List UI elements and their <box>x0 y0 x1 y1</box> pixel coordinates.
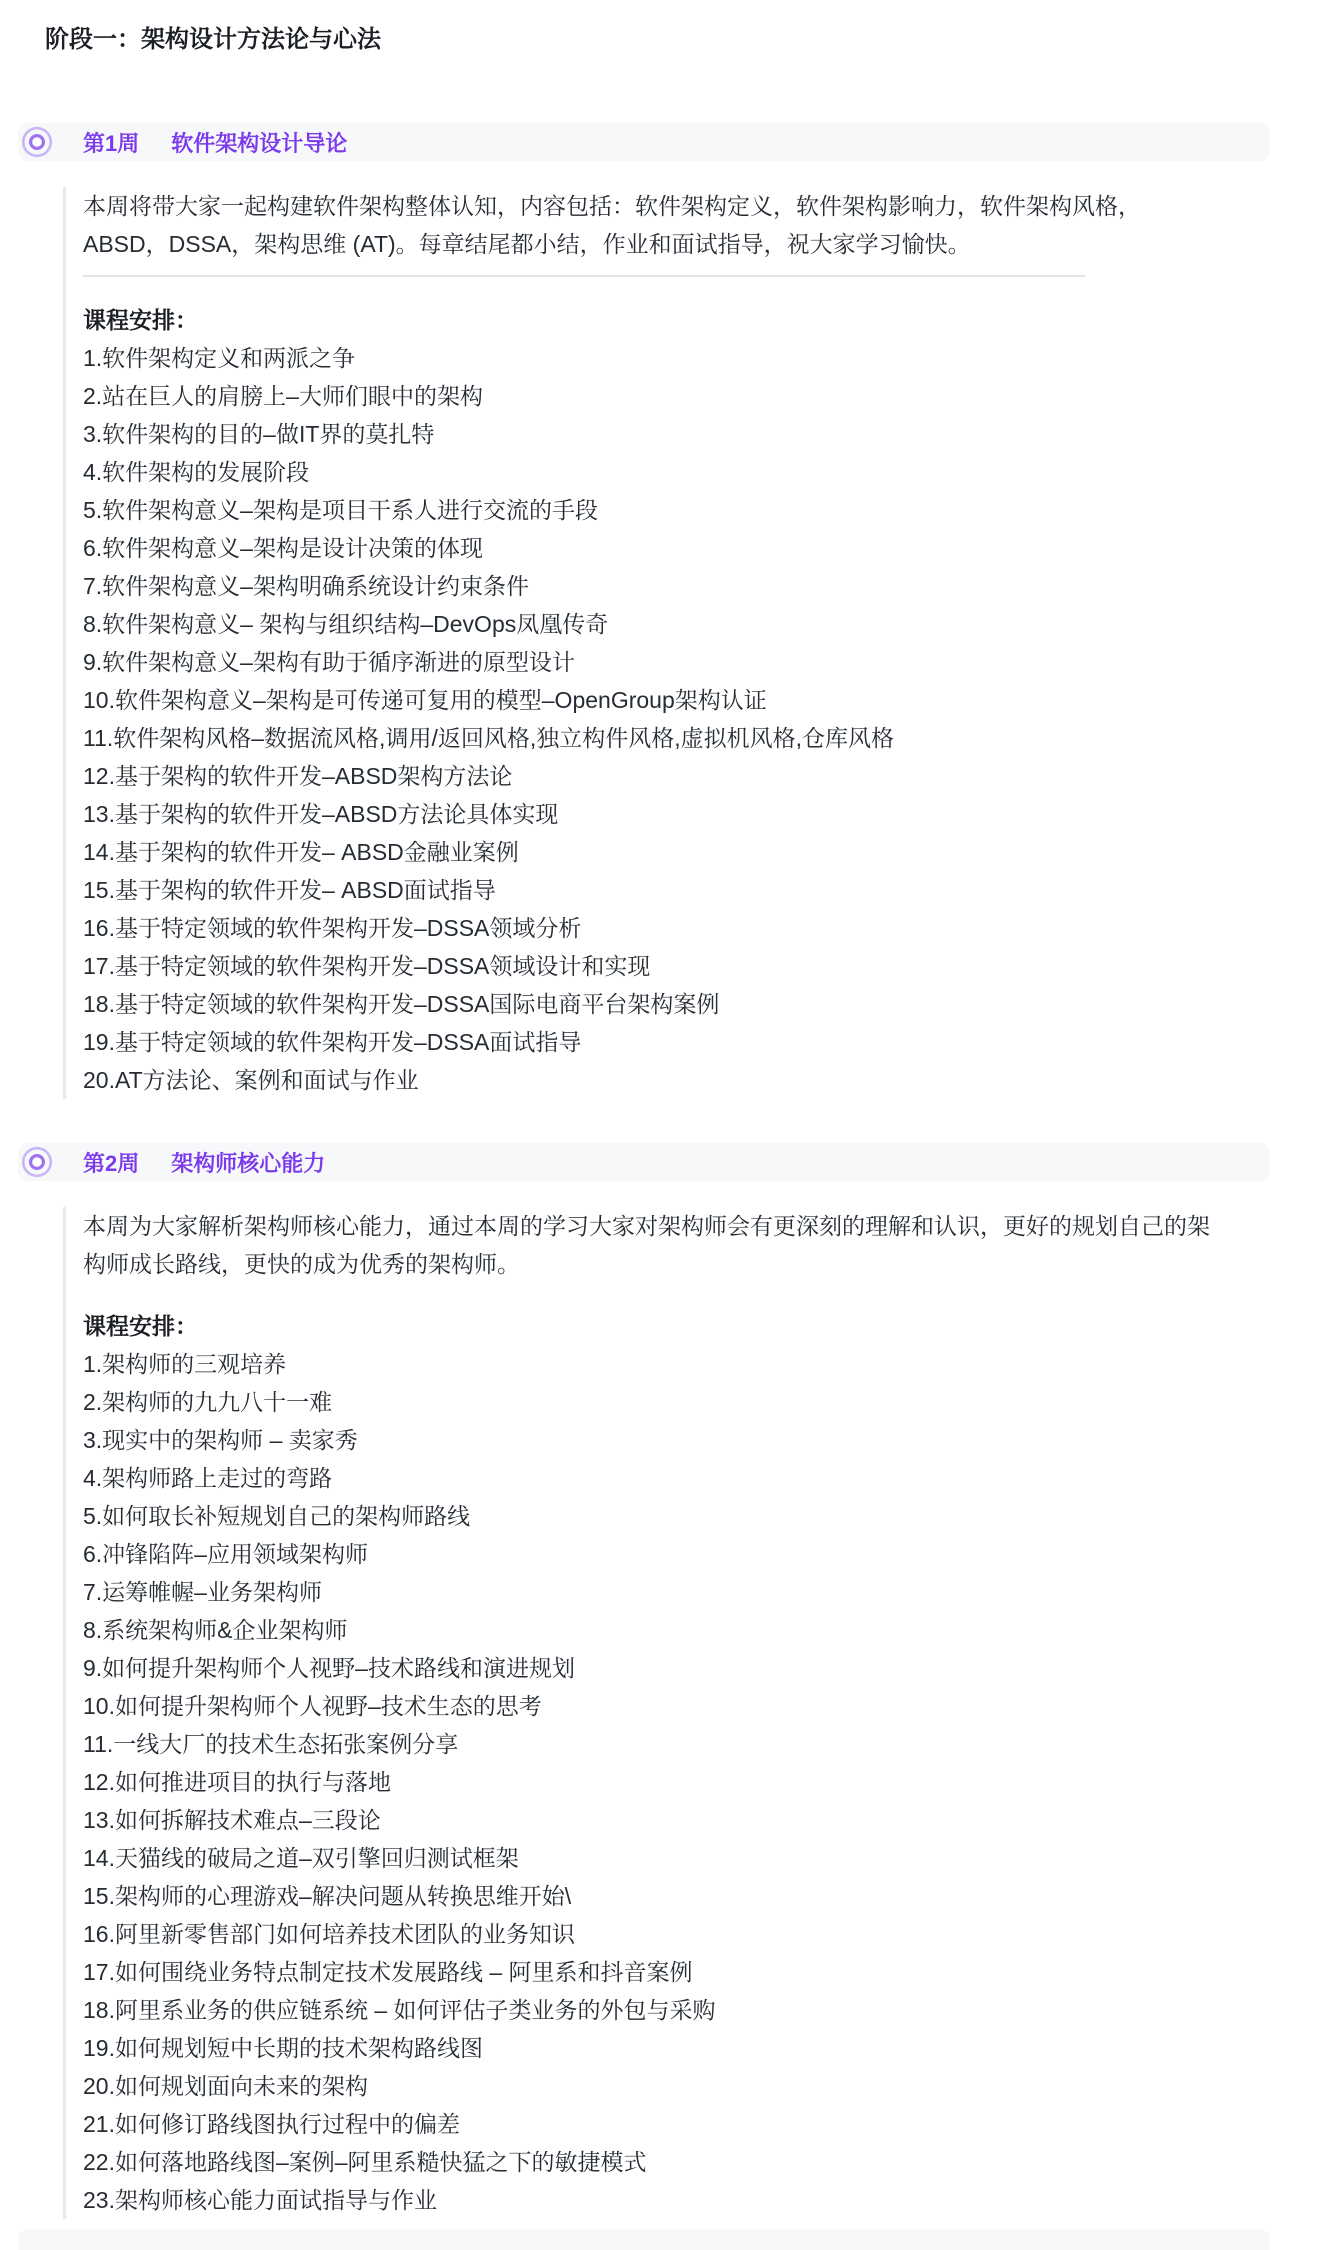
week-content-block <box>63 187 1290 1099</box>
course-item: 2.站在巨人的肩膀上–大师们眼中的架构 <box>83 383 483 409</box>
course-item: 7.软件架构意义–架构明确系统设计约束条件 <box>83 573 529 599</box>
course-item: 4.软件架构的发展阶段 <box>83 459 310 485</box>
week-title: 架构师核心能力 <box>171 1150 326 1176</box>
course-item: 21.如何修订路线图执行过程中的偏差 <box>83 2111 460 2137</box>
course-item: 18.阿里系业务的供应链系统 – 如何评估子类业务的外包与采购 <box>83 1997 716 2023</box>
week-title: 软件架构设计导论 <box>171 130 348 156</box>
week-label: 第1周 <box>83 130 140 156</box>
course-item: 14.基于架构的软件开发– ABSD金融业案例 <box>83 839 519 865</box>
course-item: 1.架构师的三观培养 <box>83 1351 287 1377</box>
course-item: 6.冲锋陷阵–应用领域架构师 <box>83 1541 368 1567</box>
course-list <box>83 1345 1290 2219</box>
course-item: 12.基于架构的软件开发–ABSD架构方法论 <box>83 763 513 789</box>
course-item: 3.软件架构的目的–做IT界的莫扎特 <box>83 421 435 447</box>
course-item: 3.现实中的架构师 – 卖家秀 <box>83 1427 358 1453</box>
week-marker-icon <box>21 126 53 158</box>
course-item: 13.如何拆解技术难点–三段论 <box>83 1807 381 1833</box>
course-item: 17.如何围绕业务特点制定技术发展路线 – 阿里系和抖音案例 <box>83 1959 693 1985</box>
course-item: 22.如何落地路线图–案例–阿里系糙快猛之下的敏捷模式 <box>83 2149 647 2175</box>
course-item: 10.如何提升架构师个人视野–技术生态的思考 <box>83 1693 542 1719</box>
course-item: 19.如何规划短中长期的技术架构路线图 <box>83 2035 483 2061</box>
course-item: 4.架构师路上走过的弯路 <box>83 1465 333 1491</box>
course-item: 15.架构师的心理游戏–解决问题从转换思维开始\ <box>83 1883 572 1909</box>
course-item: 2.架构师的九九八十一难 <box>83 1389 333 1415</box>
week-label: 第2周 <box>83 1150 140 1176</box>
course-item: 19.基于特定领域的软件架构开发–DSSA面试指导 <box>83 1029 582 1055</box>
section-divider <box>83 275 1085 277</box>
course-item: 8.系统架构师&企业架构师 <box>83 1617 348 1643</box>
course-item: 9.如何提升架构师个人视野–技术路线和演进规划 <box>83 1655 575 1681</box>
week-marker-icon <box>21 1146 53 1178</box>
course-item: 18.基于特定领域的软件架构开发–DSSA国际电商平台架构案例 <box>83 991 720 1017</box>
week-description: 本周将带大家一起构建软件架构整体认知，内容包括：软件架构定义，软件架构影响力，软件架构风格，ABSD，DSSA，架构思维 (AT)。每章结尾都小结，作业和面试指导，祝大家学习愉快。 <box>83 193 1141 257</box>
week-sections <box>0 123 1336 2219</box>
course-item: 8.软件架构意义– 架构与组织结构–DevOps凤凰传奇 <box>83 611 609 637</box>
course-item: 11.软件架构风格–数据流风格,调用/返回风格,独立构件风格,虚拟机风格,仓库风格 <box>83 725 895 751</box>
course-item: 1.软件架构定义和两派之争 <box>83 345 356 371</box>
course-item: 7.运筹帷幄–业务架构师 <box>83 1579 322 1605</box>
course-item: 11.一线大厂的技术生态拓张案例分享 <box>83 1731 459 1757</box>
next-week-header-bar-partial <box>18 2229 1270 2250</box>
week-section <box>0 1143 1336 2219</box>
course-item: 17.基于特定领域的软件架构开发–DSSA领域设计和实现 <box>83 953 651 979</box>
schedule-heading: 课程安排： <box>83 307 198 333</box>
course-item: 10.软件架构意义–架构是可传递可复用的模型–OpenGroup架构认证 <box>83 687 767 713</box>
week-content-block <box>63 1207 1290 2219</box>
course-item: 23.架构师核心能力面试指导与作业 <box>83 2187 437 2213</box>
course-item: 14.天猫线的破局之道–双引擎回归测试框架 <box>83 1845 519 1871</box>
course-item: 16.阿里新零售部门如何培养技术团队的业务知识 <box>83 1921 575 1947</box>
course-list <box>83 339 1290 1099</box>
schedule-heading: 课程安排： <box>83 1313 198 1339</box>
week-section <box>0 123 1336 1099</box>
course-item: 20.如何规划面向未来的架构 <box>83 2073 368 2099</box>
course-item: 6.软件架构意义–架构是设计决策的体现 <box>83 535 483 561</box>
course-item: 12.如何推进项目的执行与落地 <box>83 1769 391 1795</box>
course-item: 20.AT方法论、案例和面试与作业 <box>83 1067 419 1093</box>
course-item: 13.基于架构的软件开发–ABSD方法论具体实现 <box>83 801 559 827</box>
week-description: 本周为大家解析架构师核心能力，通过本周的学习大家对架构师会有更深刻的理解和认识，更好的规划自己的架构师成长路线，更快的成为优秀的架构师。 <box>83 1213 1210 1277</box>
course-item: 9.软件架构意义–架构有助于循序渐进的原型设计 <box>83 649 575 675</box>
course-item: 5.软件架构意义–架构是项目干系人进行交流的手段 <box>83 497 598 523</box>
course-item: 5.如何取长补短规划自己的架构师路线 <box>83 1503 471 1529</box>
stage-title: 阶段一：架构设计方法论与心法 <box>45 26 381 53</box>
week-header-bar <box>18 123 1270 161</box>
course-item: 15.基于架构的软件开发– ABSD面试指导 <box>83 877 496 903</box>
course-item: 16.基于特定领域的软件架构开发–DSSA领域分析 <box>83 915 582 941</box>
week-header-bar <box>18 1143 1270 1181</box>
